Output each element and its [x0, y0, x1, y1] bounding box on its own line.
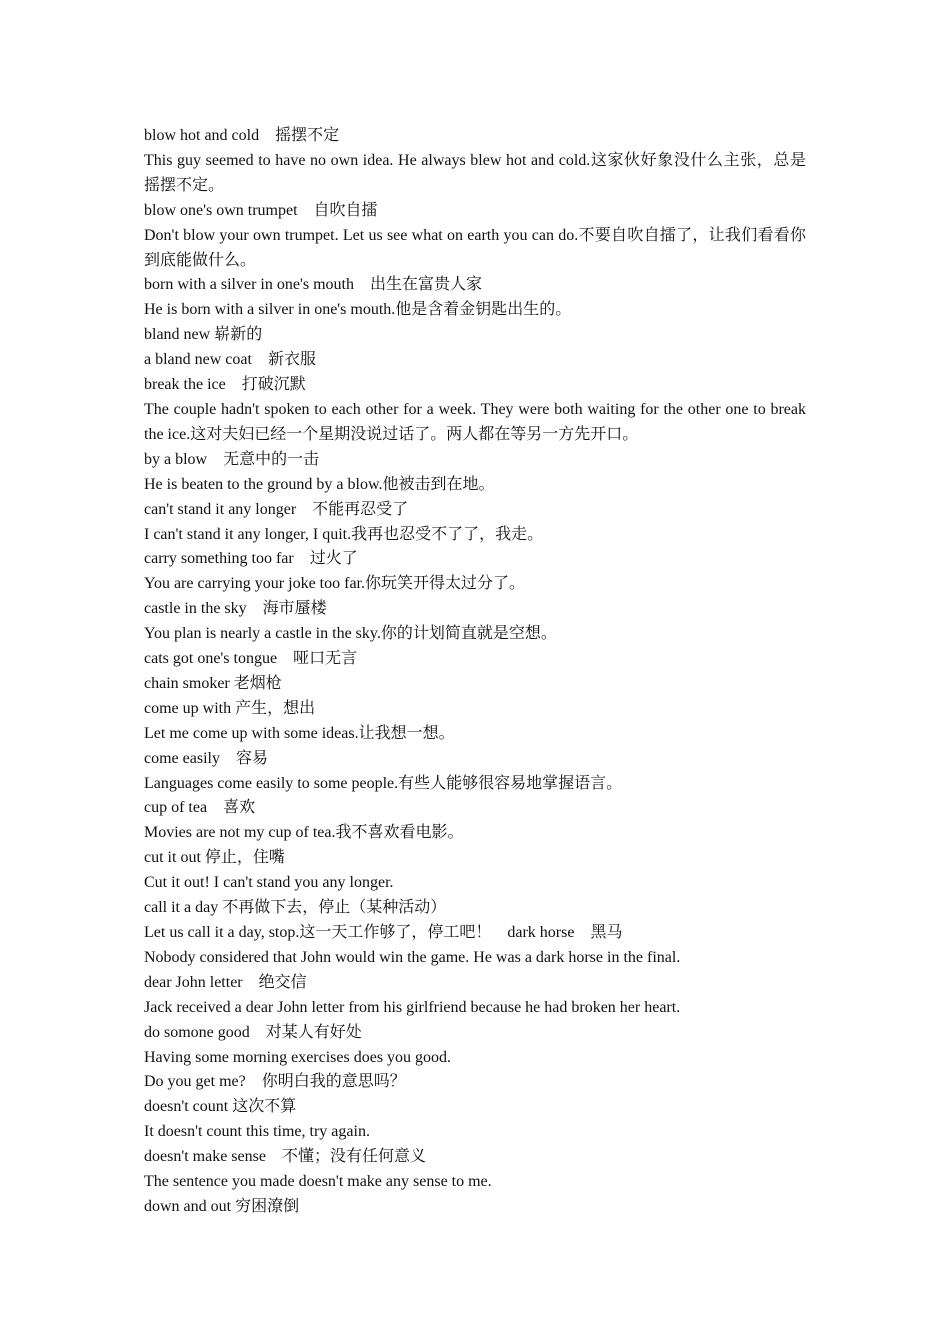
text-line-20: chain smoker 老烟枪: [144, 674, 282, 692]
text-line-34: do somone good 对某人有好处: [144, 1023, 362, 1041]
text-line-17: castle in the sky 海市蜃楼: [144, 600, 327, 618]
text-line-38: It doesn't count this time, try again.: [144, 1123, 370, 1141]
text-line-18: You plan is nearly a castle in the sky.你的计划简直就是空想。: [144, 625, 557, 643]
text-line-36: Do you get me? 你明白我的意思吗？: [144, 1073, 406, 1091]
text-line-15: carry something too far 过火了: [144, 550, 358, 568]
text-line-24: Languages come easily to some people.有些人能够很容易地掌握语言。: [144, 774, 623, 792]
text-line-11: by a blow 无意中的一击: [144, 450, 320, 468]
text-line-35: Having some morning exercises does you good.: [144, 1048, 452, 1066]
text-line-33: Jack received a dear John letter from his girlfriend because he had broken her heart.: [144, 998, 681, 1016]
text-line-32: dear John letter 绝交信: [144, 973, 307, 991]
text-line-23: come easily 容易: [144, 749, 268, 767]
text-line-19: cats got one's tongue 哑口无言: [144, 650, 358, 668]
text-line-16: You are carrying your joke too far.你玩笑开得太过分了。: [144, 575, 525, 593]
text-line-10: The couple hadn't spoken to each other for a week. They were both waiting for the other one to break the ice.这对夫妇已经一个星期没说过话了。两人都在等另一方先开口。: [144, 400, 810, 443]
text-line-28: Cut it out! I can't stand you any longer.: [144, 874, 394, 892]
text-line-3: blow one's own trumpet 自吹自擂: [144, 201, 378, 219]
text-line-7: bland new 崭新的: [144, 326, 263, 344]
text-line-6: He is born with a silver in one's mouth.他是含着金钥匙出生的。: [144, 301, 572, 319]
text-line-4: Don't blow your own trumpet. Let us see what on earth you can do.不要自吹自擂了，让我们看看你到底能做什么。: [144, 226, 806, 269]
text-line-1: blow hot and cold 摇摆不定: [144, 127, 340, 144]
text-line-22: Let me come up with some ideas.让我想一想。: [144, 724, 455, 742]
text-line-21: come up with 产生，想出: [144, 699, 316, 717]
text-line-39: doesn't make sense 不懂；没有任何意义: [144, 1148, 426, 1166]
text-line-31: Nobody considered that John would win the game. He was a dark horse in the final.: [144, 948, 681, 966]
text-line-2: This guy seemed to have no own idea. He always blew hot and cold.这家伙好象没什么主张，总是摇摆不定。: [144, 151, 806, 194]
text-line-30: Let us call it a day, stop.这一天工作够了，停工吧！ dark horse 黑马: [144, 924, 623, 941]
text-line-9: break the ice 打破沉默: [144, 376, 306, 394]
text-line-41: down and out 穷困潦倒: [144, 1197, 300, 1215]
text-line-37: doesn't count 这次不算: [144, 1098, 297, 1116]
text-line-5: born with a silver in one's mouth 出生在富贵人家: [144, 276, 482, 294]
text-line-14: I can't stand it any longer, I quit.我再也忍受不了了，我走。: [144, 525, 544, 543]
text-line-12: He is beaten to the ground by a blow.他被击到在地。: [144, 475, 495, 493]
document-body: [144, 124, 810, 1220]
text-line-26: Movies are not my cup of tea.我不喜欢看电影。: [144, 824, 464, 842]
text-line-27: cut it out 停止，住嘴: [144, 849, 285, 867]
text-line-29: call it a day 不再做下去，停止（某种活动）: [144, 899, 447, 917]
text-line-40: The sentence you made doesn't make any sense to me.: [144, 1173, 492, 1191]
text-line-25: cup of tea 喜欢: [144, 799, 256, 817]
text-line-13: can't stand it any longer 不能再忍受了: [144, 500, 409, 518]
text-line-8: a bland new coat 新衣服: [144, 351, 316, 369]
